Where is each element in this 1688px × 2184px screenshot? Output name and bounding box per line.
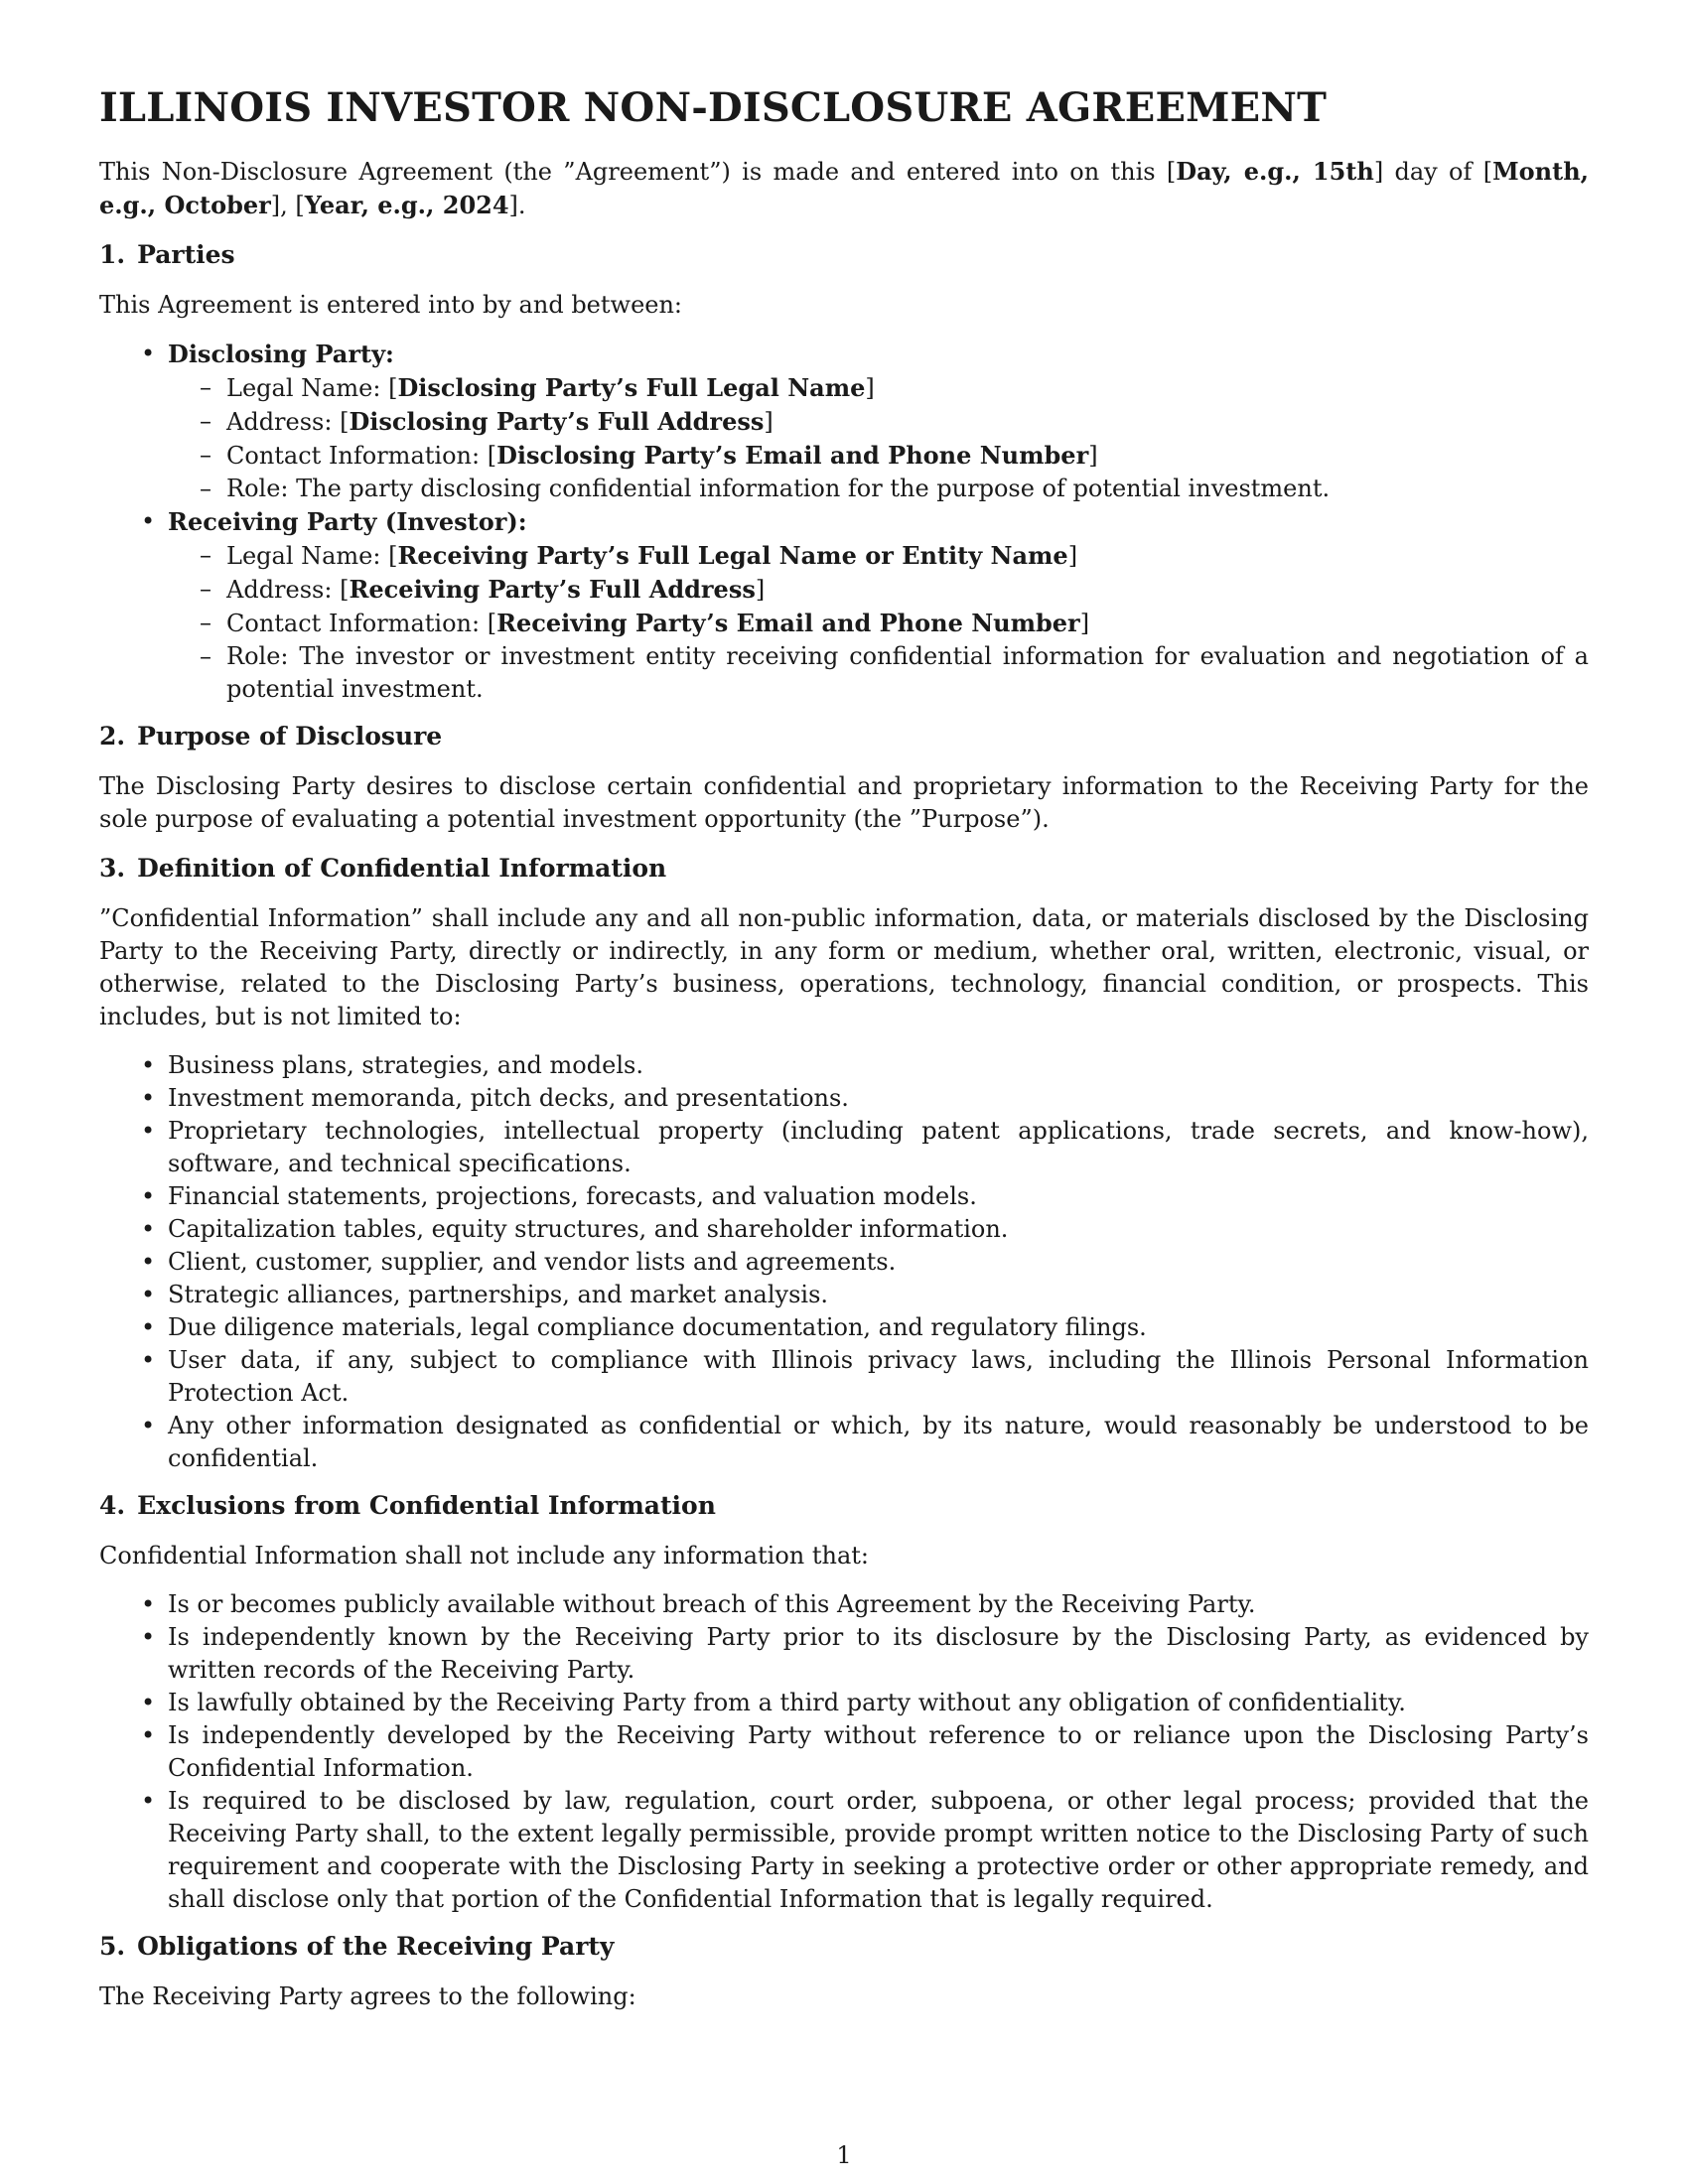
definition-paragraph: ”Confidential Information” shall include any and all non-public information, data, or materials disclosed by the Disclosing Party to the Receiving Party, directly or indirectly, in any form or medium, whether oral, written, electronic, visual, or otherwise, related to the Disclosing Party’s business, operations, technology, financial condition, or prospects. This includes, but is not limited to:	[99, 904, 1589, 1030]
section-heading-exclusions	[99, 1489, 1589, 1522]
section-heading-obligations	[99, 1930, 1589, 1963]
detail-label: Contact Information:	[226, 610, 488, 637]
exclusions-list	[99, 1588, 1589, 1916]
list-item: • Due diligence materials, legal compliance documentation, and regulatory filings.	[99, 1311, 1589, 1344]
section-title: Definition of Confidential Information	[137, 854, 667, 883]
placeholder-value: Disclosing Party’s Full Legal Name	[397, 373, 866, 402]
party-details	[168, 539, 1589, 706]
detail-item: – Legal Name: [Receiving Party’s Full Legal Name or Entity Name]	[168, 539, 1589, 573]
year-placeholder: Year, e.g., 2024	[304, 191, 509, 219]
list-item: • Client, customer, supplier, and vendor lists and agreements.	[99, 1246, 1589, 1279]
detail-label: Address:	[226, 576, 341, 604]
parties-list	[99, 338, 1589, 706]
day-placeholder: Day, e.g., 15th	[1176, 157, 1374, 186]
section-number: 5.	[99, 1932, 126, 1961]
definition-list	[99, 1049, 1589, 1475]
list-item: • Any other information designated as confidential or which, by its nature, would reasonably be understood to be confidential.	[99, 1410, 1589, 1475]
list-item: • Strategic alliances, partnerships, and market analysis.	[99, 1279, 1589, 1311]
parties-intro: This Agreement is entered into by and between:	[99, 291, 683, 319]
exclusions-paragraph: Confidential Information shall not include any information that:	[99, 1542, 869, 1570]
detail-label: Contact Information:	[226, 442, 488, 470]
placeholder-value: Disclosing Party’s Full Address	[349, 407, 765, 436]
intro-text: .	[517, 192, 526, 219]
obligations-paragraph: The Receiving Party agrees to the following:	[99, 1982, 636, 2010]
detail-item: – Legal Name: [Disclosing Party’s Full Legal Name]	[168, 371, 1589, 405]
document-page	[99, 83, 1589, 2029]
section-number: 2.	[99, 722, 126, 751]
detail-item: – Contact Information: [Receiving Party’s Email and Phone Number]	[168, 607, 1589, 640]
party-label: Receiving Party (Investor):	[168, 507, 527, 536]
placeholder-value: Receiving Party’s Full Address	[349, 575, 756, 604]
page-number: 1	[836, 2141, 852, 2169]
detail-item: – Address: [Receiving Party’s Full Address]	[168, 573, 1589, 607]
list-item: • Business plans, strategies, and models.	[99, 1049, 1589, 1082]
placeholder-value: Receiving Party’s Full Legal Name or Entity Name	[397, 541, 1068, 570]
detail-item: – Role: The investor or investment entity receiving confidential information for evaluation and negotiation of a potential investment.	[168, 640, 1589, 706]
detail-item: – Contact Information: [Disclosing Party’s Email and Phone Number]	[168, 439, 1589, 473]
placeholder-value: Receiving Party’s Email and Phone Number	[496, 609, 1080, 637]
list-item: • Financial statements, projections, forecasts, and valuation models.	[99, 1180, 1589, 1213]
section-heading-definition	[99, 852, 1589, 885]
intro-text: ,	[280, 192, 296, 219]
list-item: • Is required to be disclosed by law, regulation, court order, subpoena, or other legal process; provided that the Receiving Party shall, to the extent legally permissible, provide prompt written notice to the Disclosing Party of such requirement and cooperate with the Disclosing Party in seeking a protective order or other appropriate remedy, and shall disclose only that portion of the Confidential Information that is legally required.	[99, 1785, 1589, 1916]
section-number: 3.	[99, 854, 126, 883]
list-item: • Proprietary technologies, intellectual property (including patent applications, trade secrets, and know-how), software, and technical specifications.	[99, 1115, 1589, 1180]
list-item: • Capitalization tables, equity structures, and shareholder information.	[99, 1213, 1589, 1246]
section-heading-purpose	[99, 720, 1589, 752]
section-title: Exclusions from Confidential Information	[137, 1491, 716, 1520]
list-item: • User data, if any, subject to compliance with Illinois privacy laws, including the Illinois Personal Information Protection Act.	[99, 1344, 1589, 1410]
intro-text: day of	[1383, 158, 1483, 186]
section-heading-parties	[99, 238, 1589, 271]
section-title: Parties	[137, 240, 235, 269]
detail-item: – Address: [Disclosing Party’s Full Address]	[168, 405, 1589, 439]
section-number: 4.	[99, 1491, 126, 1520]
list-item: • Is lawfully obtained by the Receiving Party from a third party without any obligation of confidentiality.	[99, 1687, 1589, 1719]
list-item: • Is independently developed by the Receiving Party without reference to or reliance upon the Disclosing Party’s Confidential Information.	[99, 1719, 1589, 1785]
document-title: ILLINOIS INVESTOR NON-DISCLOSURE AGREEMENT	[99, 84, 1328, 131]
month-placeholder: Month, e.g., October	[99, 157, 1590, 219]
detail-label: Address:	[226, 408, 341, 436]
list-item: • Is independently known by the Receiving Party prior to its disclosure by the Disclosing Party, as evidenced by written records of the Receiving Party.	[99, 1621, 1589, 1687]
section-title: Obligations of the Receiving Party	[137, 1932, 615, 1961]
list-item: • Is or becomes publicly available without breach of this Agreement by the Receiving Party.	[99, 1588, 1589, 1621]
detail-label: Legal Name:	[226, 374, 389, 402]
list-item-disclosing-party	[99, 338, 1589, 505]
intro-paragraph: This Non-Disclosure Agreement (the ”Agreement”) is made and entered into on this [Day, e.g., 15th] day of [Month, e.g., October], [Year, e.g., 2024].	[99, 157, 1590, 219]
list-item: • Investment memoranda, pitch decks, and presentations.	[99, 1082, 1589, 1115]
purpose-paragraph: The Disclosing Party desires to disclose certain confidential and proprietary information to the Receiving Party for the sole purpose of evaluating a potential investment opportunity (the ”Purpose”).	[99, 772, 1589, 833]
section-number: 1.	[99, 240, 126, 269]
detail-item: – Role: The party disclosing confidential information for the purpose of potential investment.	[168, 473, 1589, 505]
party-details	[168, 371, 1589, 505]
list-item-receiving-party	[99, 505, 1589, 706]
detail-label: Legal Name:	[226, 542, 389, 570]
section-title: Purpose of Disclosure	[137, 722, 443, 751]
placeholder-value: Disclosing Party’s Email and Phone Number	[496, 441, 1089, 470]
party-label: Disclosing Party:	[168, 340, 394, 368]
intro-text: This Non-Disclosure Agreement (the ”Agreement”) is made and entered into on this	[99, 158, 1167, 186]
